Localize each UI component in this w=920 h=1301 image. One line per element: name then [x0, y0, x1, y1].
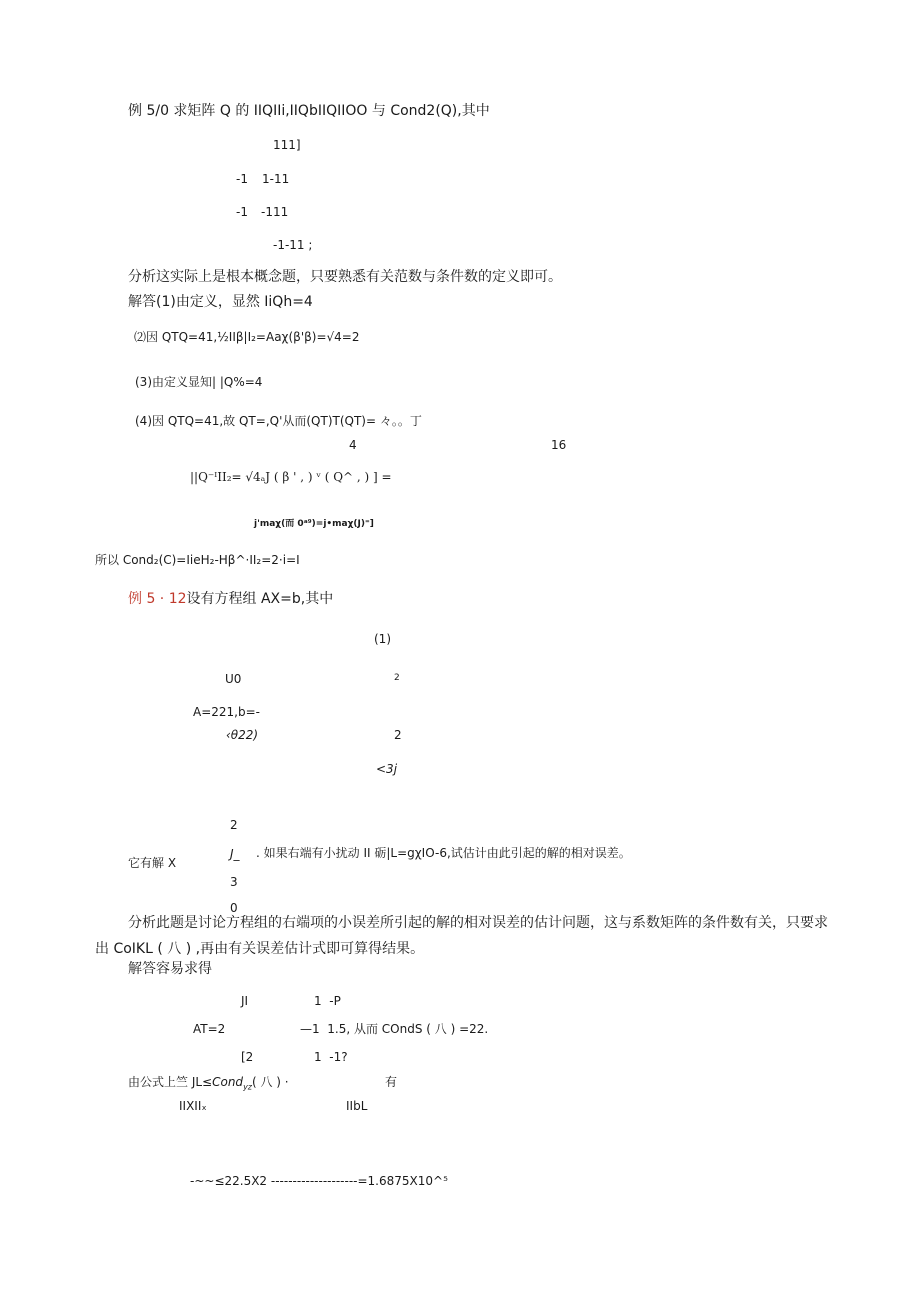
solution-x-1: 2 — [230, 818, 238, 832]
inverse-row-3-a: [2 — [241, 1050, 254, 1064]
fraction-number-4: 4 — [349, 438, 357, 452]
error-formula-you: 有 — [385, 1075, 398, 1089]
matrix-row-3: -111 — [261, 205, 289, 219]
answer-3: (3)由定义显知| |Q%=4 — [135, 375, 263, 389]
inverse-row-1-b: 1 -P — [314, 994, 341, 1008]
superscript-2: 2 — [394, 673, 400, 683]
norm-formula-subline: j'maχ(而 0ᵃ⁹)=j•maχ(J)⁼] — [254, 519, 374, 529]
matrix-a-row: ‹θ22) — [226, 728, 259, 742]
inverse-row-3-b: 1 -1? — [314, 1050, 348, 1064]
solution-label: 它有解 X — [128, 856, 177, 870]
example-2-title-rest: 设有方程组 AX=b,其中 — [186, 591, 334, 607]
matrix-row-2: 1-11 — [262, 172, 290, 186]
perturbation-text: . 如果右端有小扰动 II 砺|L=gχIO-6,试估计由此引起的解的相对误差。 — [256, 846, 631, 860]
solution-x-3: 3 — [230, 875, 238, 889]
matrix-row-4: -1-11 ; — [273, 238, 313, 252]
inverse-row-2-b: —1 1.5, 从而 COndS ( 八 ) =22. — [300, 1022, 489, 1036]
norm-x-denominator: IIXIIₓ — [179, 1099, 207, 1113]
analysis-text: 分析这实际上是根本概念题，只要熟悉有关范数与条件数的定义即可。 — [128, 269, 562, 285]
analysis-paragraph: 分析此题是讨论方程组的右端项的小误差所引起的解的相对误差的估计问题，这与系数矩阵的条件数有关，只要求出 CoIKL ( 八 ) ,再由有关误差估计式即可算得结果。 — [95, 915, 828, 957]
solution-x-4: 0 — [230, 901, 238, 915]
vector-b-row-3: <3j — [376, 762, 398, 776]
example-2-title — [128, 590, 333, 608]
matrix-row-3-sign: -1 — [236, 205, 248, 219]
norm-formula: ||Q⁻ᴵII₂= √4ₐJ ( β ' , ) ᵛ ( Q^ , ) ] = — [190, 470, 392, 484]
vector-b-row-1: (1) — [374, 632, 391, 646]
matrix-a-definition: A=221,b=- — [193, 705, 260, 719]
answer-text: 解答容易求得 — [128, 961, 212, 977]
norm-b-denominator: IIbL — [346, 1099, 368, 1113]
result-formula: -~~≤22.5X2 --------------------=1.6875X10^⁵ — [190, 1174, 448, 1188]
error-formula-cond: Cond — [212, 1075, 244, 1089]
matrix-a-u0: U0 — [225, 672, 242, 686]
matrix-row-2-sign: -1 — [236, 172, 248, 186]
solution-x-2: J_ — [230, 847, 240, 861]
conclusion-text: 所以 Cond₂(C)=IieH₂-Hβ^·II₂=2·i=I — [95, 553, 300, 567]
fraction-number-16: 16 — [551, 438, 567, 452]
matrix-row-1: 111] — [273, 138, 301, 152]
error-formula-subscript: yz — [243, 1082, 252, 1092]
error-formula-suffix: ( 八 ) · — [252, 1075, 289, 1089]
vector-b-row-2: 2 — [394, 728, 402, 742]
answer-1: 解答(1)由定义，显然 IiQh=4 — [128, 294, 313, 310]
error-formula — [128, 1073, 289, 1096]
error-formula-prefix: 由公式上竺 JL≤ — [128, 1075, 213, 1089]
example-2-label: 例 5 · 12 — [128, 591, 187, 607]
inverse-row-1-a: JI — [241, 994, 249, 1008]
example-title: 例 5/0 求矩阵 Q 的 IIQIIi,IIQbIIQIIOO 与 Cond2(Q),其中 — [128, 103, 490, 119]
answer-4: (4)因 QTQ=41,故 QT=,Q'从而(QT)T(QT)= 々。。丁 — [135, 414, 422, 428]
inverse-row-2-a: AT=2 — [193, 1022, 226, 1036]
answer-2: ⑵因 QTQ=41,½IIβ|I₂=Aaχ(β'β)=√4=2 — [134, 330, 360, 344]
